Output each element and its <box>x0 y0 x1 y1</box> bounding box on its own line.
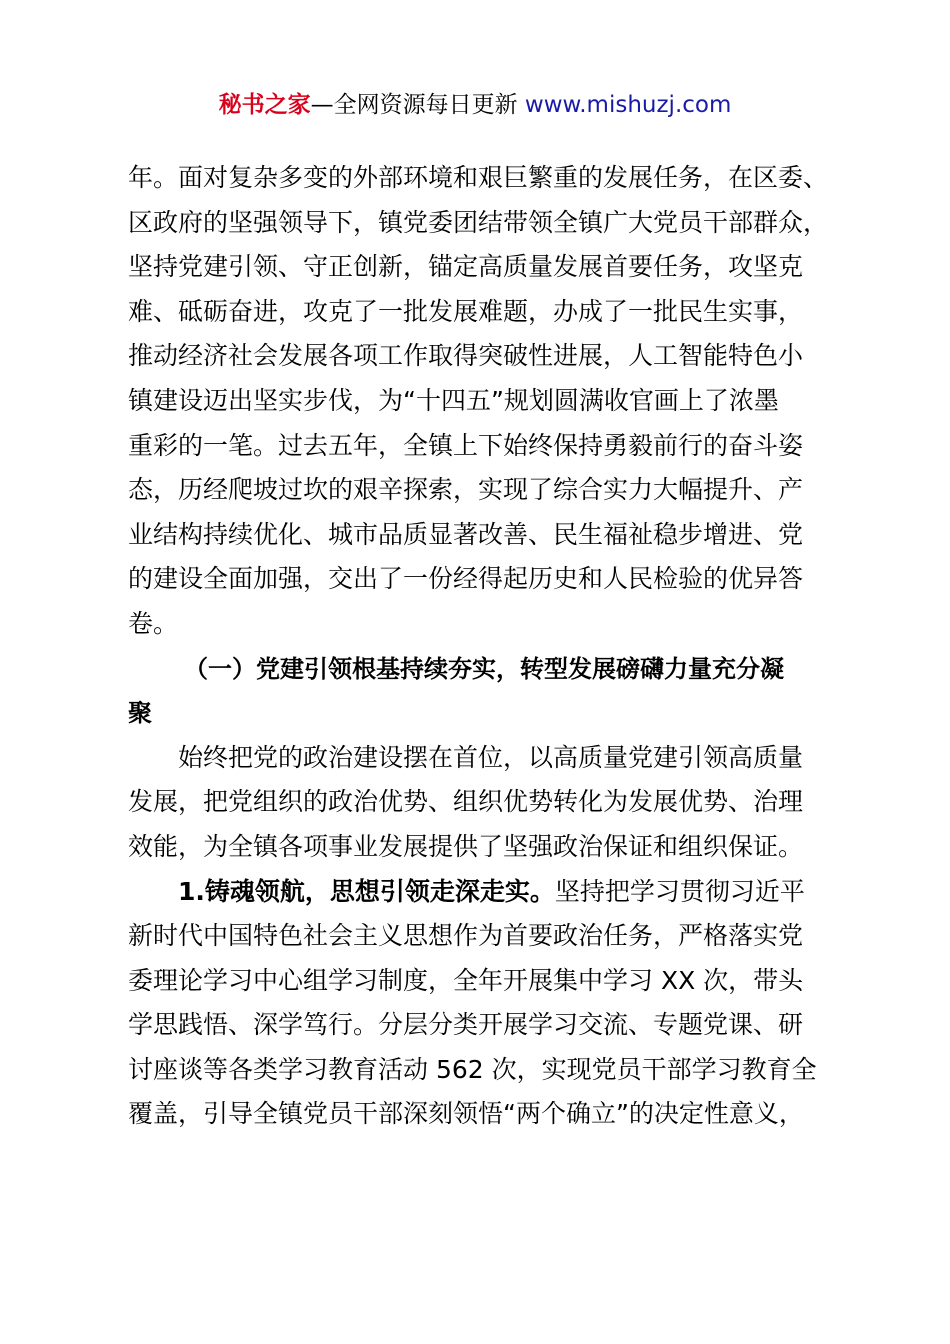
para2-line: 效能，为全镇各项事业发展提供了坚强政治保证和组织保证。 <box>128 831 804 861</box>
section-heading-line: 聚 <box>128 699 152 728</box>
para3-first-rest: 坚持把学习贯彻习近平 <box>554 876 805 906</box>
subheading-lead: 1.铸魂领航，思想引领走深走实。 <box>178 876 555 906</box>
para1-line: 镇建设迈出坚实步伐，为“十四五”规划圆满收官画上了浓墨 <box>128 385 779 415</box>
para1-line: 重彩的一笔。过去五年，全镇上下始终保持勇毅前行的奋斗姿 <box>128 430 804 460</box>
para3-line: 学思践悟、深学笃行。分层分类开展学习交流、专题党课、研 <box>128 1010 804 1040</box>
para1-line: 难、砥砺奋进，攻克了一批发展难题，办成了一批民生实事， <box>128 296 804 326</box>
para2-line: 始终把党的政治建设摆在首位，以高质量党建引领高质量 <box>178 742 804 772</box>
para3-line: 覆盖，引导全镇党员干部深刻领悟“两个确立”的决定性意义， <box>128 1099 804 1129</box>
para1-line: 态，历经爬坡过坎的艰辛探索，实现了综合实力大幅提升、产 <box>128 475 804 505</box>
para1-line: 卷。 <box>128 608 179 638</box>
header-url: www.mishuzj.com <box>524 92 732 118</box>
para2-line: 发展，把党组织的政治优势、组织优势转化为发展优势、治理 <box>128 787 804 817</box>
page-header <box>0 88 950 122</box>
para1-line: 年。面对复杂多变的外部环境和艰巨繁重的发展任务，在区委、 <box>128 163 829 192</box>
header-tagline: —全网资源每日更新 <box>310 92 525 118</box>
document-body <box>128 156 832 1137</box>
section-heading-line: （一）党建引领根基持续夯实，转型发展磅礴力量充分凝 <box>184 654 784 683</box>
para1-line: 区政府的坚强领导下，镇党委团结带领全镇广大党员干部群众， <box>128 207 829 237</box>
para1-line: 推动经济社会发展各项工作取得突破性进展，人工智能特色小 <box>128 341 804 371</box>
para3-first-line <box>128 870 832 915</box>
para3-line: 委理论学习中心组学习制度，全年开展集中学习 XX 次，带头 <box>128 965 804 995</box>
para1-line: 的建设全面加强，交出了一份经得起历史和人民检验的优异答 <box>128 564 804 594</box>
para3-line: 新时代中国特色社会主义思想作为首要政治任务，严格落实党 <box>128 921 804 951</box>
header-brand: 秘书之家 <box>218 92 311 118</box>
para3-line: 讨座谈等各类学习教育活动 562 次，实现党员干部学习教育全 <box>128 1054 817 1084</box>
para1-line: 坚持党建引领、守正创新，锚定高质量发展首要任务，攻坚克 <box>128 252 804 282</box>
para1-line: 业结构持续优化、城市品质显著改善、民生福祉稳步增进、党 <box>128 519 804 549</box>
